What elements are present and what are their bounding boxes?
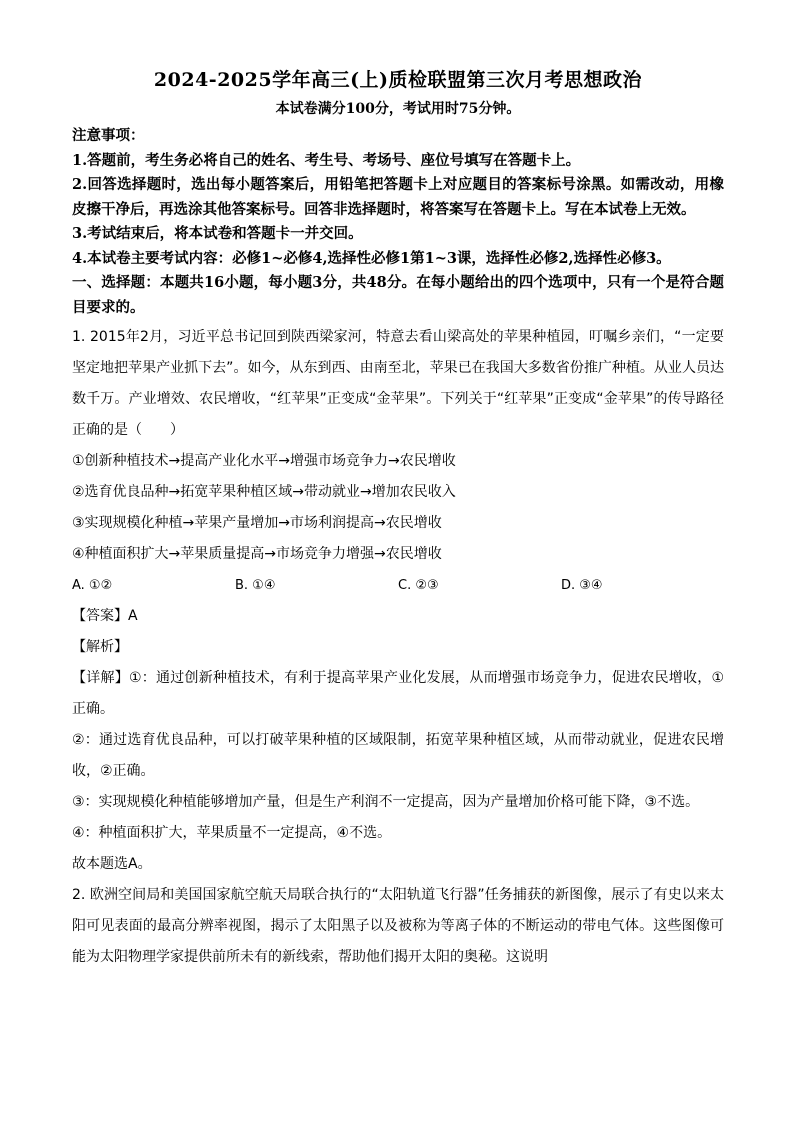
detail-line: ④：种植面积扩大，苹果质量不一定提高，④不选。 [72, 825, 392, 841]
options-row [72, 570, 724, 601]
answer-value: A [128, 608, 138, 624]
answer-line [72, 601, 724, 632]
option-b: B. ①④ [235, 578, 276, 593]
option-c: C. ②③ [398, 578, 439, 593]
notes-section [72, 124, 724, 271]
notes-heading: 注意事项： [72, 127, 145, 144]
statement-item: ④种植面积扩大→苹果质量提高→市场竞争力增强→农民增收 [72, 546, 442, 562]
exam-title: 2024-2025学年高三(上)质检联盟第三次月考思想政治 [153, 69, 643, 91]
question-stem: 2. 欧洲空间局和美国国家航空航天局联合执行的“太阳轨道飞行器”任务捕获的新图像，展示了有史以来太阳可见表面的最高分辨率视图，揭示了太阳黑子以及被称为等离子体的不断运动的带电气体。这些图像可能为太阳物理学家提供前所未有的新线索，帮助他们揭开太阳的奥秘。这说明 [72, 887, 724, 965]
question-1 [72, 322, 724, 880]
exam-subtitle: 本试卷满分100分，考试用时75分钟。 [275, 101, 521, 117]
detail-conclusion: 故本题选A。 [72, 856, 152, 872]
detail-line [72, 663, 724, 725]
analysis-label: 【解析】 [72, 639, 128, 655]
note-item: 1.答题前，考生务必将自己的姓名、考生号、考场号、座位号填写在答题卡上。 [72, 151, 581, 169]
statement-item: ②选育优良品种→拓宽苹果种植区域→带动就业→增加农民收入 [72, 484, 456, 500]
answer-label: 【答案】 [72, 608, 128, 624]
detail-line: ②：通过选育优良品种，可以打破苹果种植的区域限制，拓宽苹果种植区域，从而带动就业，促进农民增收，②正确。 [72, 732, 724, 779]
note-item: 3.考试结束后，将本试卷和答题卡一并交回。 [72, 225, 363, 242]
detail-text: ①：通过创新种植技术，有利于提高苹果产业化发展，从而增强市场竞争力，促进农民增收，①正确。 [72, 670, 724, 717]
note-item: 4.本试卷主要考试内容：必修1~必修4,选择性必修1第1~3课，选择性必修2,选择性必修3。 [72, 249, 671, 267]
exam-page [72, 66, 724, 973]
statement-item: ①创新种植技术→提高产业化水平→增强市场竞争力→农民增收 [72, 453, 456, 469]
section-heading: 一、选择题：本题共16小题，每小题3分，共48分。在每小题给出的四个选项中，只有一个是符合题目要求的。 [72, 274, 724, 316]
question-2 [72, 880, 724, 973]
option-a: A. ①② [72, 578, 113, 593]
note-item: 2.回答选择题时，选出每小题答案后，用铅笔把答题卡上对应题目的答案标号涂黑。如需改动，用橡皮擦干净后，再选涂其他答案标号。回答非选择题时，将答案写在答题卡上。写在本试卷上无效。 [72, 176, 724, 218]
statement-item: ③实现规模化种植→苹果产量增加→市场利润提高→农民增收 [72, 515, 442, 531]
option-d: D. ③④ [561, 578, 603, 593]
question-stem: 1. 2015年2月，习近平总书记回到陕西梁家河，特意去看山梁高处的苹果种植园，叮嘱乡亲们，“一定要坚定地把苹果产业抓下去”。如今，从东到西、由南至北，苹果已在我国大多数省份推广种植。从业人员达数千万。产业增效、农民增收，“红苹果”正变成“金苹果”。下列关于“红苹果”正变成“金苹果”的传导路径正确的是（ ） [72, 329, 724, 438]
detail-label: 【详解】 [72, 670, 129, 686]
detail-line: ③：实现规模化种植能够增加产量，但是生产利润不一定提高，因为产量增加价格可能下降，③不选。 [72, 794, 700, 810]
